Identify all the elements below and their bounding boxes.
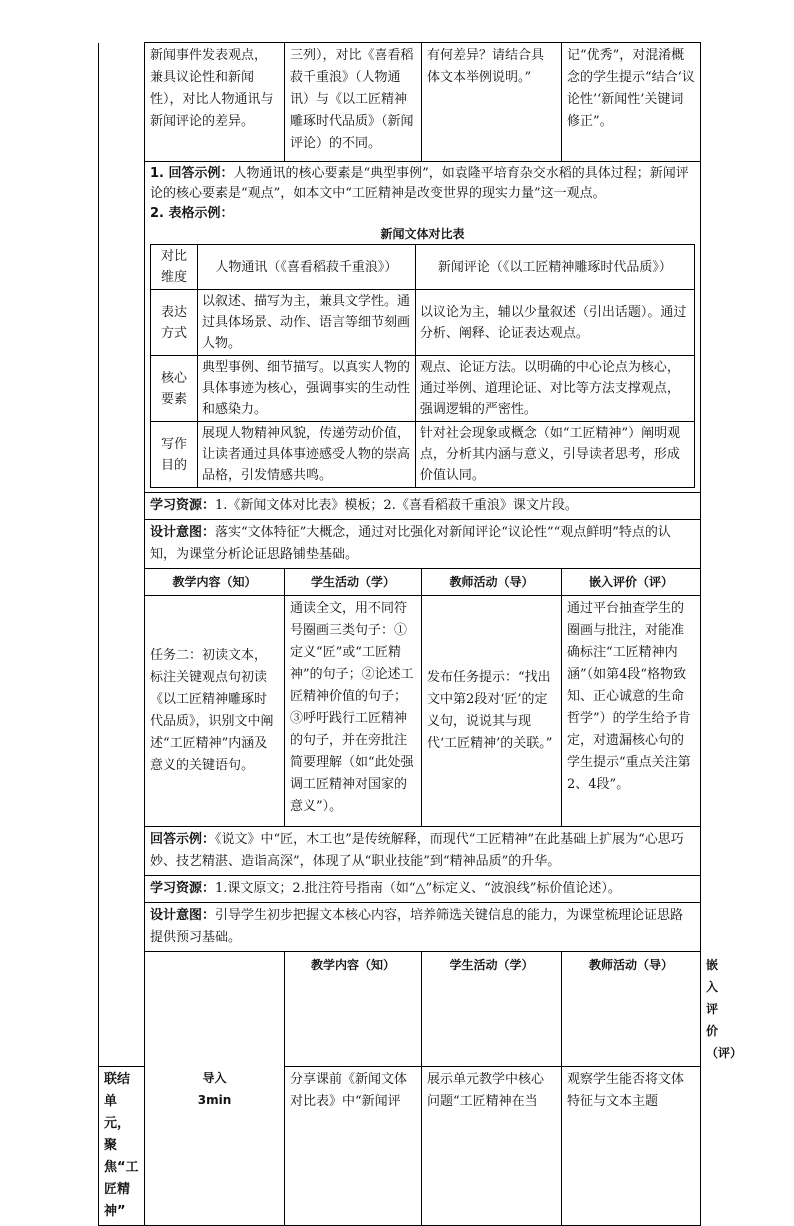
- compare-row: [151, 290, 695, 356]
- compare-dim: 核心要素: [151, 356, 198, 422]
- design-cell: [145, 903, 701, 952]
- compare-cell: 展现人物精神风貌，传递劳动价值，让读者通过具体事迹感受人物的崇高品格，引发情感共鸣。: [198, 422, 416, 488]
- answer-cell: [145, 827, 701, 876]
- table-row: [99, 876, 701, 903]
- resource-text: 1.《新闻文体对比表》模板；2.《喜看稻菽千重浪》课文片段。: [215, 498, 578, 513]
- table-example-label: 2. 表格示例：: [150, 206, 234, 221]
- intro-eval: 观察学生能否将文体特征与文本主题: [562, 1067, 701, 1226]
- compare-header: 对比维度: [151, 245, 198, 290]
- table-row: [99, 43, 701, 162]
- compare-table: [150, 244, 695, 488]
- table-row: [99, 162, 701, 493]
- compare-header: 人物通讯（《喜看稻菽千重浪》）: [198, 245, 416, 290]
- table-row: [99, 520, 701, 569]
- resource-text: 1.课文原文；2.批注符号指南（如“△”标定义、“波浪线”标价值论述）。: [215, 881, 621, 896]
- compare-dim: 表达方式: [151, 290, 198, 356]
- student-cell: 三列），对比《喜看稻菽千重浪》（人物通讯）与《以工匠精神雕琢时代品质》（新闻评论）的不同。: [285, 43, 422, 162]
- compare-cell: 观点、论证方法。以明确的中心论点为核心，通过举例、道理论证、对比等方法支撑观点，强调逻辑的严密性。: [415, 356, 694, 422]
- resource-cell: [145, 876, 701, 903]
- teacher-cell: 有何差异？请结合具体文本举例说明。”: [422, 43, 562, 162]
- task2-eval: 通过平台抽查学生的圈画与批注，对能准确标注“工匠精神内涵”（如第4段“格物致知、正心诚意的生命哲学”）的学生给予肯定，对遗漏核心句的学生提示“重点关注第2、4段”。: [562, 596, 701, 827]
- stage-time: 3min: [197, 1092, 232, 1107]
- column-header-row: 导入 3min 教学内容（知） 学生活动（学） 教师活动（导） 嵌入评价（评）: [99, 952, 701, 1067]
- design-label: 设计意图：: [150, 908, 216, 923]
- intro-student: 分享课前《新闻文体对比表》中“新闻评: [285, 1067, 422, 1226]
- compare-row: [151, 356, 695, 422]
- table-row: [99, 903, 701, 952]
- design-label: 设计意图：: [150, 525, 216, 540]
- design-text: 引导学生初步把握文本核心内容，培养筛选关键信息的能力，为课堂梳理论证思路提供预习基础。: [150, 908, 684, 945]
- answer-label: 回答示例：: [150, 832, 216, 847]
- design-cell: [145, 520, 701, 569]
- resource-cell: [145, 493, 701, 520]
- resource-label: 学习资源：: [150, 881, 216, 896]
- answer-label: 1. 回答示例：: [150, 166, 234, 181]
- stage-cell-intro: [145, 952, 285, 1226]
- task2-student: 通读全文，用不同符号圈画三类句子：①定义“匠”或“工匠精神”的句子；②论述工匠精神价值的句子；③呼吁践行工匠精神的句子，并在旁批注简要理解（如“此处强调工匠精神对国家的意义”）。: [285, 596, 422, 827]
- compare-cell: 以叙述、描写为主，兼具文学性。通过具体场景、动作、语言等细节刻画人物。: [198, 290, 416, 356]
- column-header-row: [99, 569, 701, 596]
- header-teacher: 教师活动（导）: [562, 952, 701, 1067]
- compare-cell: 典型事例、细节描写。以真实人物的具体事迹为核心，强调事实的生动性和感染力。: [198, 356, 416, 422]
- compare-row: [151, 422, 695, 488]
- compare-table-title: 新闻文体对比表: [380, 227, 465, 241]
- compare-cell: 针对社会现象或概念（如“工匠精神”）阐明观点，分析其内涵与意义，引导读者思考，形成价值认同。: [415, 422, 694, 488]
- stage-name: 导入: [202, 1070, 227, 1085]
- header-content: 教学内容（知）: [285, 952, 422, 1067]
- intro-content: 联结单元，聚焦“工匠精神”: [99, 1067, 145, 1226]
- stage-cell: [99, 43, 145, 1067]
- compare-header-row: [151, 245, 695, 290]
- resource-label: 学习资源：: [150, 498, 216, 513]
- answer-text: 人物通讯的核心要素是“典型事例”，如袁隆平培育杂交水稻的具体过程；新闻评论的核心要素是“观点”，如本文中“工匠精神是改变世界的现实力量”这一观点。: [150, 166, 689, 201]
- content-cell: 新闻事件发表观点，兼具议论性和新闻性），对比人物通讯与新闻评论的差异。: [145, 43, 285, 162]
- table-row: [99, 493, 701, 520]
- compare-dim: 写作目的: [151, 422, 198, 488]
- header-content: 教学内容（知）: [145, 569, 285, 596]
- table-row: [99, 596, 701, 827]
- header-eval: 嵌入评价（评）: [562, 569, 701, 596]
- header-teacher: 教师活动（导）: [422, 569, 562, 596]
- header-student: 学生活动（学）: [285, 569, 422, 596]
- task2-teacher: 发布任务提示：“找出文中第2段对‘匠’的定义句，说说其与现代‘工匠精神’的关联。”: [422, 596, 562, 827]
- table-row: [99, 827, 701, 876]
- header-student: 学生活动（学）: [422, 952, 562, 1067]
- intro-teacher: 展示单元教学中核心问题“工匠精神在当: [422, 1067, 562, 1226]
- eval-cell: 记“优秀”，对混淆概念的学生提示“结合‘议论性’‘新闻性’关键词修正”。: [562, 43, 701, 162]
- compare-header: 新闻评论（《以工匠精神雕琢时代品质》）: [415, 245, 694, 290]
- answer-text: 《说文》中“匠，木工也”是传统解释，而现代“工匠精神”在此基础上扩展为“心思巧妙、技艺精湛、造诣高深”，体现了从“职业技能”到“精神品质”的升华。: [150, 832, 684, 869]
- design-text: 落实“文体特征”大概念，通过对比强化对新闻评论“议论性”“观点鲜明”特点的认知，为课堂分析论证思路铺垫基础。: [150, 525, 671, 562]
- lesson-plan-page: [98, 42, 743, 1226]
- task2-content: 任务二：初读文本，标注关键观点句初读《以工匠精神雕琢时代品质》，识别文中阐述“工匠精神”内涵及意义的关键语句。: [145, 596, 285, 827]
- answer-example-1: [150, 164, 695, 204]
- compare-cell: 以议论为主，辅以少量叙述（引出话题）。通过分析、阐释、论证表达观点。: [415, 290, 694, 356]
- lesson-plan-table: [98, 42, 743, 1226]
